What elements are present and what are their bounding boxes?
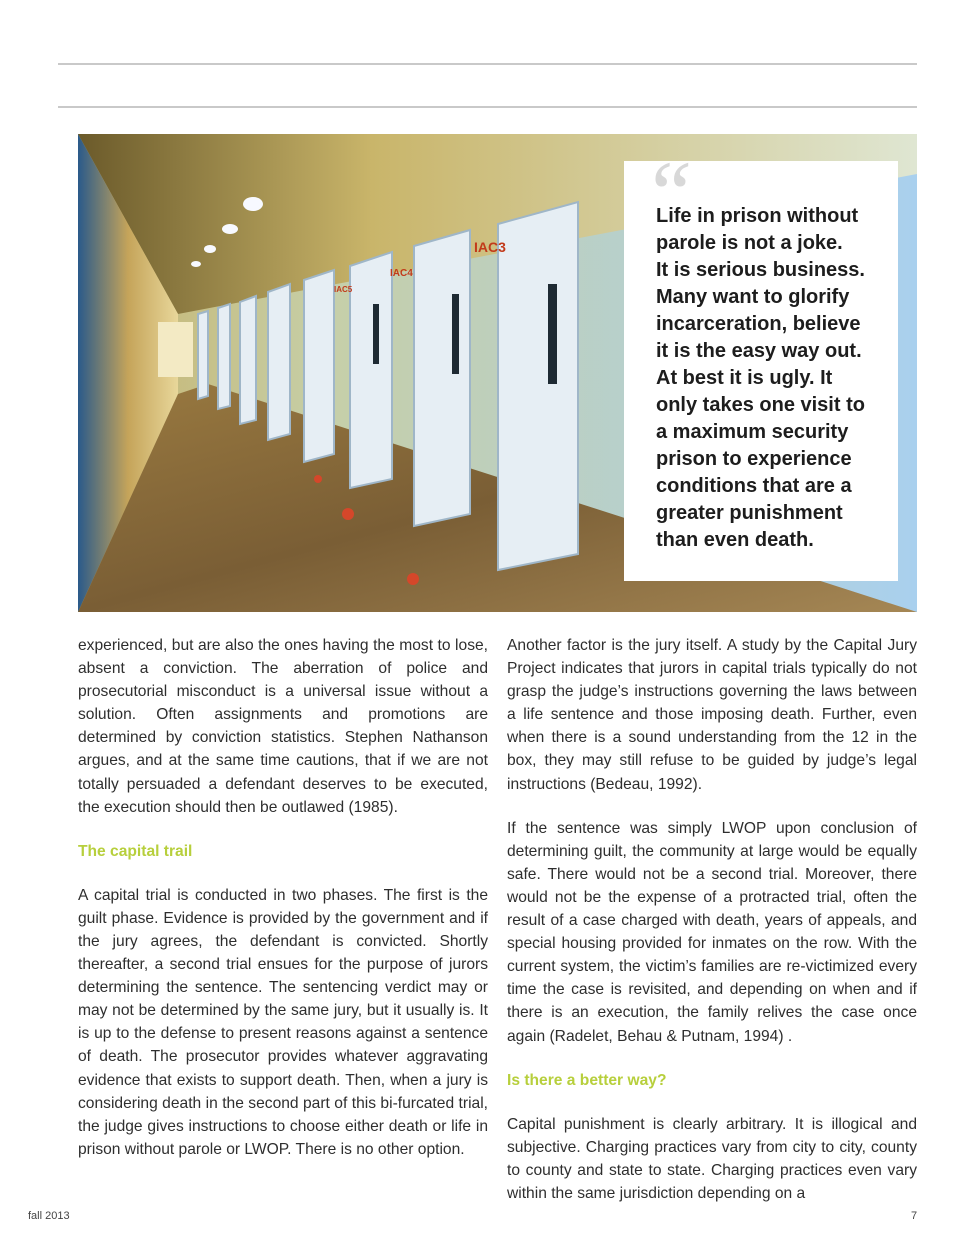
- top-rule: [58, 63, 917, 65]
- right-paragraph-2: If the sentence was simply LWOP upon conclusion of determining guilt, the community at large would be equally safe. There would not be a second trial. Moreover, there would not be the expense of a protracted trial, often the result of a case charged with death, years of appeals, and special housing provided for inmates on the row. With the current system, the victim’s families are re-victimized every time the case is revisited, and depending on when and if there is an execution, the family relives the case once again (Radelet, Behau & Putnam, 1994) .: [507, 819, 917, 1045]
- footer-page-number: 7: [911, 1210, 918, 1222]
- cell-label-2: IAC4: [390, 268, 413, 279]
- header-rule: [58, 106, 917, 108]
- left-paragraph-1: experienced, but are also the ones having the most to lose, absent a conviction. The aberration of police and prosecutorial misconduct is a universal issue without a solution. Often assignments and promotions are determined by conviction statistics. Stephen Nathanson argues, and at the same time cautions, that if we are not totally persuaded a defendant deserves to be executed, the execution should then be outlawed (1985).: [78, 637, 488, 816]
- left-paragraph-2: A capital trial is conducted in two phases. The first is the guilt phase. Evidence is provided by the government and if the jury agrees, the defendant is convicted. Shortly thereafter, a second trial ensues for the purpose of jurors determining the sentence. The sentencing verdict may or may not be determined by the same jury, but it usually is. It is up to the defense to present reasons against a sentence of death. The prosecutor provides whatever aggravating evidence that exists to support death. Then, when a jury is considering death in the second part of this bi-furcated trial, the judge gives instructions to choose either death or life in prison without parole or LWOP. There is no other option.: [78, 886, 488, 1158]
- section-heading-capital-trail: The capital trail: [78, 842, 193, 860]
- left-column: [78, 634, 488, 1161]
- footer-issue: fall 2013: [28, 1210, 70, 1222]
- cell-label-3: IAC5: [334, 285, 353, 294]
- quote-mark-icon: “: [642, 142, 694, 244]
- pull-quote-text: Life in prison without parole is not a joke. It is serious business. Many want to glorify incarceration, believe it is the easy way out. At best it is ugly. It only takes one visit to a maximum security prison to experience conditions that are a greater punishment than even death.: [656, 205, 865, 551]
- cell-label-1: IAC3: [474, 239, 506, 255]
- section-heading-better-way: Is there a better way?: [507, 1071, 667, 1089]
- right-paragraph-3: Capital punishment is clearly arbitrary. It is illogical and subjective. Charging practices vary from city to city, county to county and state to state. Charging practices even vary within the same jurisdiction depending on a: [507, 1115, 917, 1202]
- right-column: [507, 634, 917, 1205]
- pull-quote-box: [624, 142, 898, 581]
- right-paragraph-1: Another factor is the jury itself. A study by the Capital Jury Project indicates that jurors in capital trials typically do not grasp the judge’s instructions governing the laws between a life sentence and those imposing death. Further, even when there is a sound understanding from the 12 in the box, they may still refuse to be guided by judge’s legal instructions (Bedeau, 1992).: [507, 637, 917, 793]
